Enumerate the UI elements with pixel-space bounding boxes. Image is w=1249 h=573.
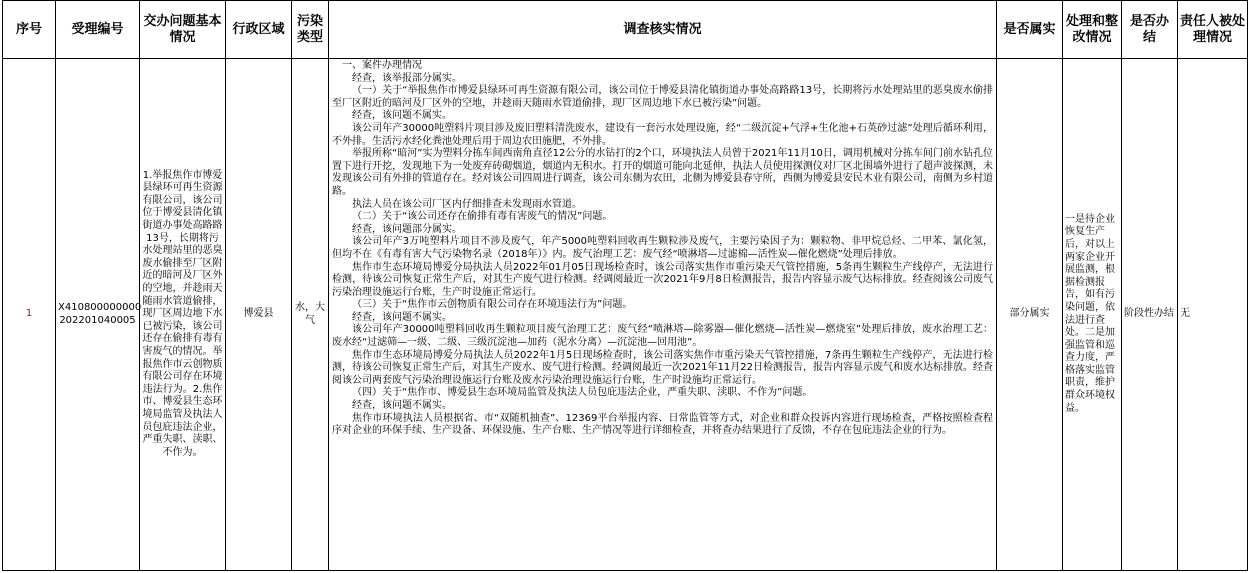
- investigation-para: 经查，该问题不属实。: [352, 400, 452, 412]
- cell-pollution: 水，大气: [292, 59, 329, 571]
- case-no-line-1: X410800000000: [58, 301, 142, 313]
- cell-accountability: 无: [1178, 59, 1248, 571]
- investigation-para: 该公司年产30000吨塑料回收再生颗粒项目废气治理工艺：废气经“喷淋塔—除雾器—催化燃烧—活性炭—燃烧室”处理后排放，废水治理工艺：废水经“过滤筛—一级、二级、三级沉淀池—加药（泥水分离）—沉淀池—回用池”。: [332, 324, 993, 349]
- case-table: [2, 0, 1248, 571]
- cell-investigation: [329, 59, 997, 571]
- investigation-para: 一、案件办理情况: [342, 60, 422, 71]
- header-pollution: 污染类型: [292, 1, 329, 59]
- cell-case-no: [56, 59, 140, 571]
- cell-region: 博爱县: [226, 59, 292, 571]
- investigation-para: （一）关于“举报焦作市博爱县绿环可再生资源有限公司，该公司位于博爱县清化镇街道办事处高路路13号，长期将污水处理站里的恶臭废水偷排至厂区附近的暗河及厂区外的空地，并趁雨天随雨水管道偷排，现厂区周边地下水已被污染”问题。: [332, 85, 993, 109]
- header-row: [3, 1, 1248, 59]
- cell-closed: 阶段性办结: [1122, 59, 1178, 571]
- cell-seq: 1: [3, 59, 56, 571]
- header-accountability: 责任人被处理情况: [1178, 1, 1248, 59]
- investigation-para: 经查，该问题不属实。: [352, 110, 452, 122]
- header-issue: 交办问题基本情况: [140, 1, 226, 59]
- investigation-para: 焦作市环境执法人员根据省、市“双随机抽查”、12369平台举报内容、日常监管等方式，对企业和群众投诉内容进行现场检查，严格按照检查程序对企业的环保手续、生产设备、环保设施、生产台账、生产情况等进行详细检查，并将查办结果进行了反馈，不存在包庇违法企业的行为。: [332, 412, 993, 437]
- investigation-para: （二）关于“该公司还存在偷排有毒有害废气的情况”问题。: [352, 211, 613, 223]
- table-row: [3, 59, 1248, 571]
- header-region: 行政区域: [226, 1, 292, 59]
- header-closed: 是否办结: [1122, 1, 1178, 59]
- header-case-no: 受理编号: [56, 1, 140, 59]
- investigation-para: （四）关于“焦作市、博爱县生态环境局监管及执法人员包庇违法企业，严重失职、渎职、不作为”问题。: [352, 387, 813, 399]
- cell-issue: 1.举报焦作市博爱县绿环可再生资源有限公司，该公司位于博爱县清化镇街道办事处高路路13号，长期将污水处理站里的恶臭废水偷排至厂区附近的暗河及厂区外的空地，并趁雨天随雨水管道偷排，现厂区周边地下水已被污染，该公司还存在偷排有毒有害废气的情况。举报焦作市云创物质有限公司存在环境违法行为。2.焦作市、博爱县生态环境局监管及执法人员包庇违法企业，严重失职、渎职、不作为。: [140, 59, 226, 571]
- header-seq: 序号: [3, 1, 56, 59]
- header-verified: 是否属实: [997, 1, 1063, 59]
- investigation-para: 执法人员在该公司厂区内仔细排查未发现雨水管道。: [352, 198, 582, 210]
- investigation-para: 焦作市生态环境局博爱分局执法人员2022年1月5日现场检查时，该公司落实焦作市重污染天气管控措施，7条再生颗粒生产线停产，无法进行检测，待该公司恢复正常生产后，对其生产废水、废气进行检测。经调阅最近一次2021年11月22日检测报告，报告内容显示废气和废水达标排放。经查阅该公司两套废气污染治理设施运行台账及废水污染治理设施运行台账，生产时设施均正常运行。: [332, 349, 993, 386]
- investigation-para: 焦作市生态环境局博爱分局执法人员2022年01月05日现场检查时，该公司落实焦作市重污染天气管控措施，5条再生颗粒生产线停产，无法进行检测，待该公司恢复正常生产后，对其生产废气进行检测。经调阅最近一次2021年9月8日检测报告，报告内容显示废气达标排放。经查阅该公司废气污染治理设施运行台账，生产时设施正常运行。: [332, 261, 993, 298]
- investigation-para: 该公司年产30000吨塑料片项目涉及废旧塑料清洗废水，建设有一套污水处理设施，经“二级沉淀+气浮+生化池+石英砂过滤”处理后循环利用，不外排。生活污水经化粪池处理后用于周边农田施肥，不外排。: [332, 122, 993, 147]
- header-investigation: 调查核实情况: [329, 1, 997, 59]
- investigation-para: 经查，该问题部分属实。: [352, 223, 462, 235]
- cell-verified: 部分属实: [997, 59, 1063, 571]
- investigation-para: （三）关于“焦作市云创物质有限公司存在环境违法行为”问题。: [352, 299, 633, 311]
- cell-handling: 一是待企业恢复生产后，对以上两家企业开展监测，根据检测报告，如有污染问题，依法进行查处。二是加强监管和巡查力度，严格落实监管职责，维护群众环境权益。: [1063, 59, 1122, 571]
- case-no-line-2: 202201040005: [59, 314, 136, 326]
- investigation-para: 经查，该举报部分属实。: [352, 72, 462, 84]
- investigation-para: 举报所称“暗河”实为塑料分拣车间西南角直径12公分的水钻打的2个口，环境执法人员曾于2021年11月10日，调用机械对分拣车间门前水钻孔位置下进行开挖，发现地下为一处废弃砖砌烟道，烟道内无积水。打开的烟道可能向北延伸，执法人员使用探测仪对厂区北围墙外进行了超声波探测，未发现该公司有外排的管道存在。经对该公司四周进行调查，该公司东侧为农田，北侧为博爱县春守所，西侧为博爱县安民木业有限公司，南侧为乡村道路。: [332, 148, 993, 197]
- investigation-para: 该公司年产3万吨塑料片项目不涉及废气，年产5000吨塑料回收再生颗粒涉及废气，主要污染因子为：颗粒物、非甲烷总烃、二甲苯、氯化氢，但均不在《有毒有害大气污染物名录（2018年）》内。废气治理工艺：废气经“喷淋塔—过滤棉—活性炭—催化燃烧”处理后排放。: [332, 236, 993, 260]
- header-handling: 处理和整改情况: [1063, 1, 1122, 59]
- investigation-para: 经查，该问题不属实。: [352, 311, 452, 323]
